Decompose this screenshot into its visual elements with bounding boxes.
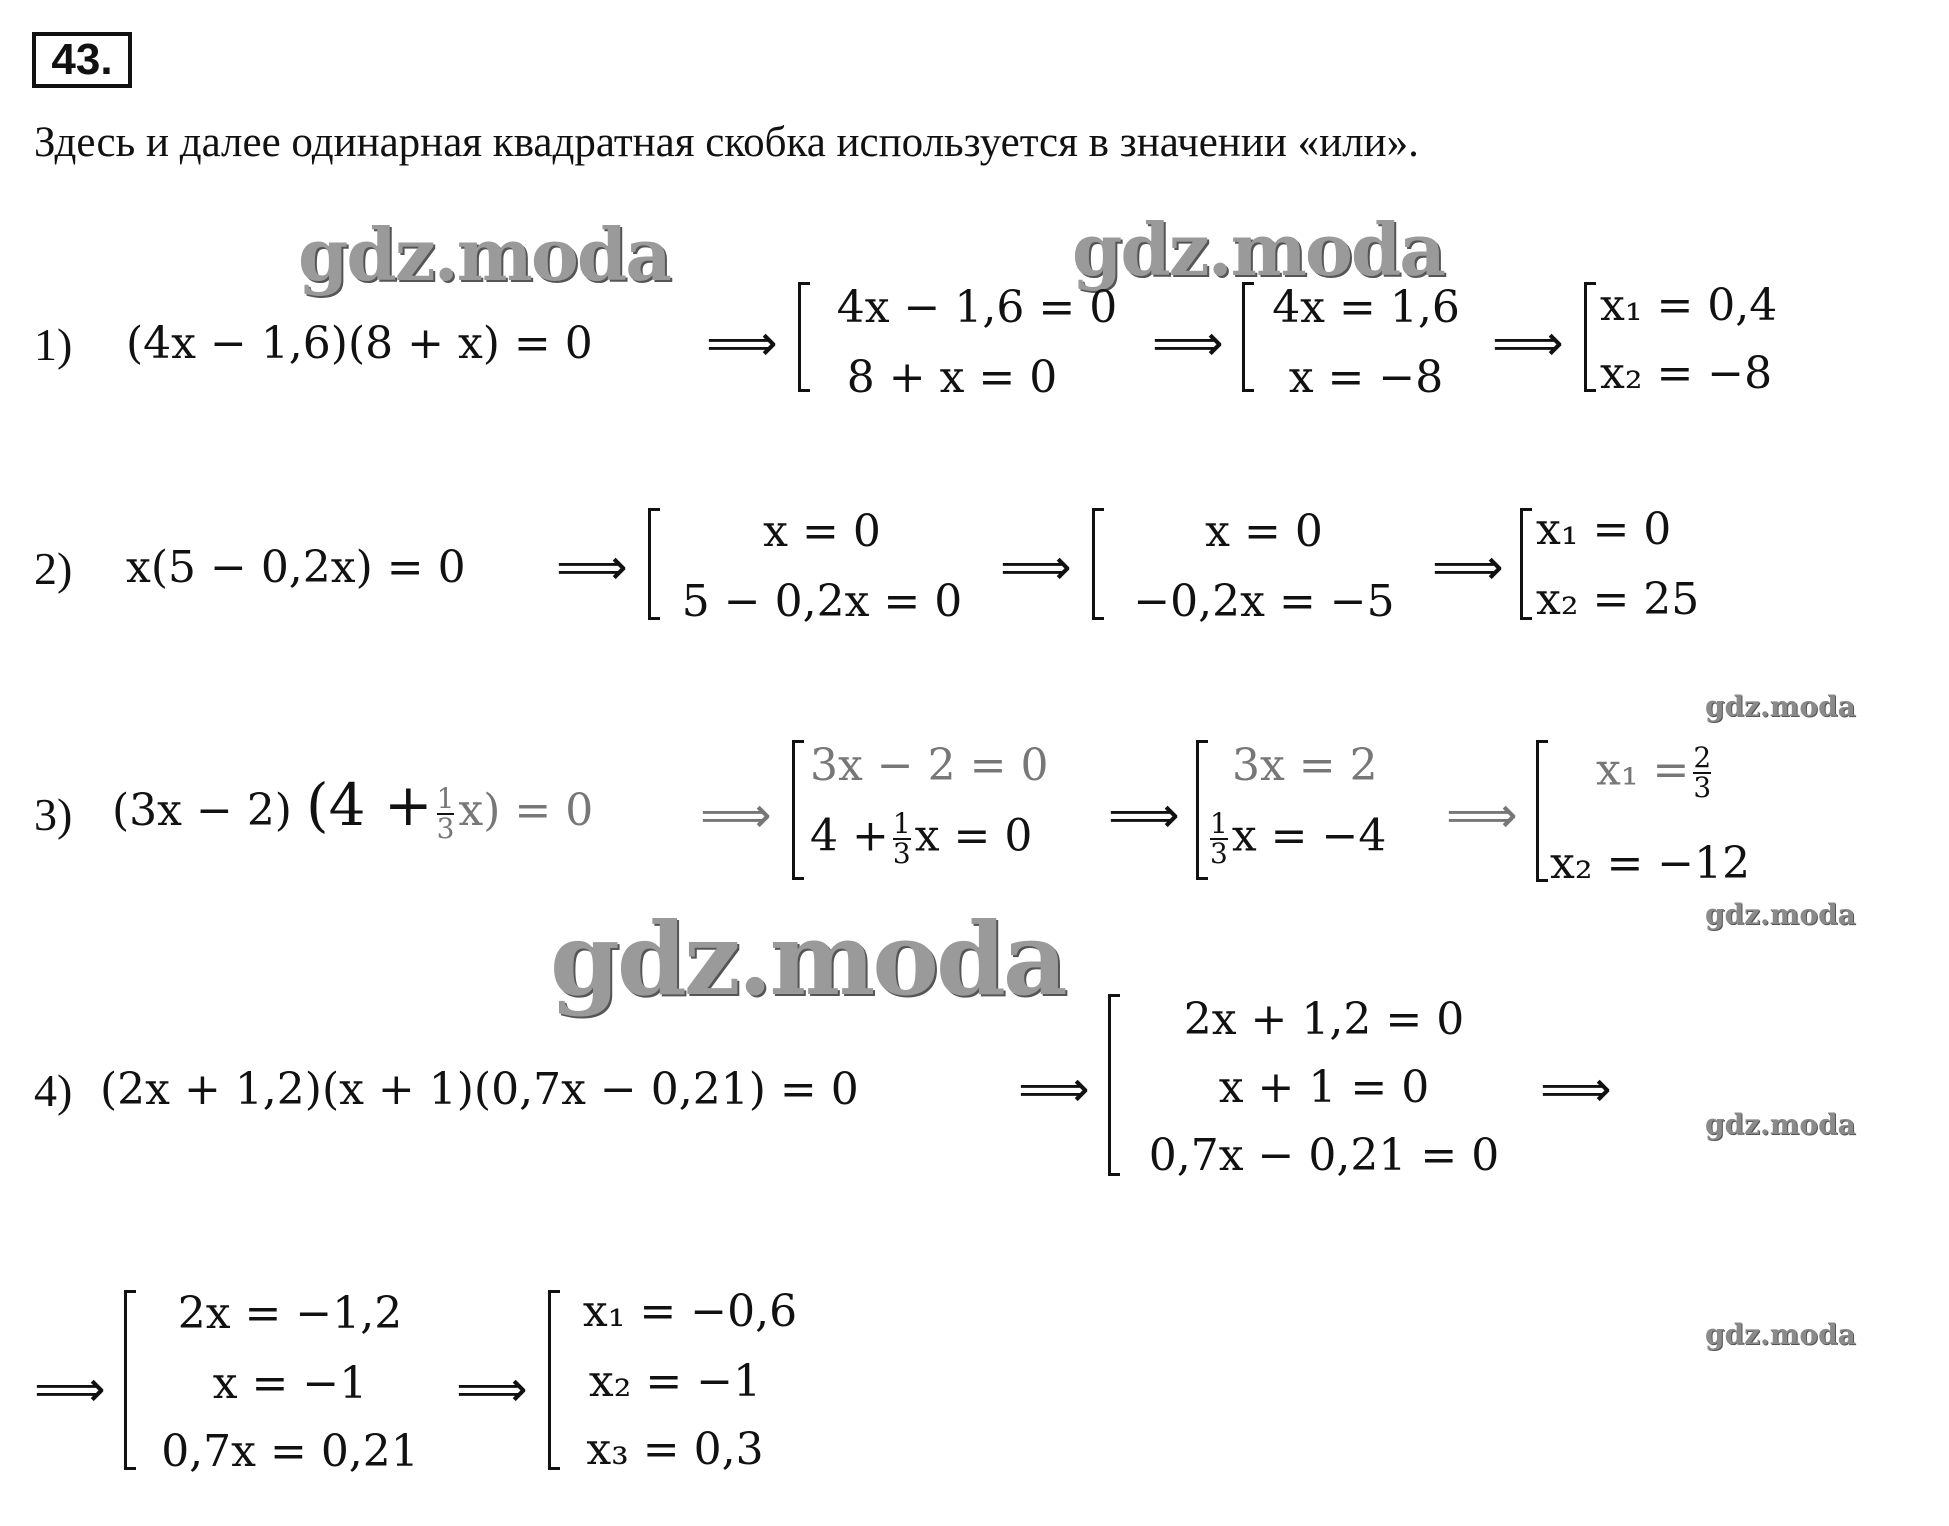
implies-arrow: ⟹ — [34, 1360, 106, 1418]
frac-denominator: 3 — [1693, 771, 1712, 804]
p2-step1-row2: 5 − 0,2x = 0 — [681, 576, 963, 627]
watermark: gdz.moda — [298, 212, 670, 297]
or-bracket — [1092, 508, 1104, 620]
problem-2-equation: x(5 − 0,2x) = 0 — [126, 542, 466, 593]
or-bracket — [1108, 994, 1120, 1176]
implies-arrow: ⟹ — [1492, 314, 1564, 372]
or-bracket — [1584, 282, 1596, 392]
p1-answer-x2: x₂ = −8 — [1600, 348, 1773, 399]
watermark: gdz.moda — [1072, 207, 1444, 292]
problem-3-label: 3) — [34, 789, 73, 840]
problem-4-equation: (2x + 1,2)(x + 1)(0,7x − 0,21) = 0 — [100, 1064, 859, 1115]
or-bracket — [648, 508, 660, 620]
frac-denominator: 3 — [892, 837, 911, 870]
p3-step2-row2 — [1206, 807, 1387, 870]
p4-step1-row3: 0,7x − 0,21 = 0 — [1148, 1130, 1500, 1181]
intro-text: Здесь и далее одинарная квадратная скобка используется в значении «или». — [34, 119, 1419, 166]
or-bracket — [798, 282, 810, 392]
p3-step1-row2-b: x = 0 — [914, 810, 1033, 862]
p3-answer-x2: x₂ = −12 — [1550, 838, 1751, 889]
frac-denominator: 3 — [436, 811, 455, 845]
or-bracket — [792, 740, 804, 880]
frac-numerator: 2 — [1693, 741, 1712, 774]
p3-step2-fraction — [1210, 807, 1228, 870]
p2-step1-row1: x = 0 — [763, 506, 881, 557]
p4-step1-row2: x + 1 = 0 — [1218, 1062, 1430, 1113]
p2-answer-x2: x₂ = 25 — [1536, 574, 1700, 625]
p4-answer-x3: x₃ = 0,3 — [586, 1424, 764, 1475]
implies-arrow: ⟹ — [1540, 1060, 1612, 1118]
p4-step1-row1: 2x + 1,2 = 0 — [1183, 994, 1465, 1045]
implies-arrow: ⟹ — [1000, 538, 1072, 596]
implies-arrow: ⟹ — [1108, 786, 1180, 844]
or-bracket — [548, 1290, 560, 1470]
implies-arrow: ⟹ — [1432, 538, 1504, 596]
implies-arrow: ⟹ — [556, 538, 628, 596]
or-bracket — [1242, 282, 1254, 392]
p3-eq-open: (4 + — [305, 771, 433, 839]
p3-step1-row1: 3x − 2 = 0 — [810, 740, 1049, 791]
implies-arrow: ⟹ — [1018, 1060, 1090, 1118]
problem-1-label: 1) — [34, 319, 73, 370]
p3-eq-fraction — [436, 781, 455, 845]
p2-step2-row2: −0,2x = −5 — [1133, 576, 1395, 627]
problem-4-label: 4) — [34, 1065, 73, 1116]
p4-answer-x2: x₂ = −1 — [588, 1356, 762, 1407]
p3-answer-x1 — [1596, 741, 1715, 804]
implies-arrow: ⟹ — [1152, 314, 1224, 372]
problem-1-equation: (4x − 1,6)(8 + x) = 0 — [126, 318, 593, 369]
p3-answer-x1-a: x₁ = — [1596, 744, 1690, 796]
frac-numerator: 1 — [1210, 807, 1228, 840]
watermark: gdz.moda — [1705, 1318, 1856, 1351]
p4-step2-row1: 2x = −1,2 — [177, 1288, 403, 1339]
p3-step1-row2 — [810, 807, 1033, 870]
p2-answer-x1: x₁ = 0 — [1536, 504, 1672, 555]
implies-arrow: ⟹ — [700, 786, 772, 844]
p3-eq-left: (3x − 2) — [112, 785, 292, 836]
p4-step2-row2: x = −1 — [212, 1358, 368, 1409]
or-bracket — [1520, 508, 1532, 620]
problem-2-label: 2) — [34, 543, 73, 594]
p3-step1-row2-a: 4 + — [810, 810, 889, 862]
p1-step2-row1: 4x = 1,6 — [1272, 282, 1460, 333]
or-bracket — [124, 1290, 136, 1470]
frac-numerator: 1 — [892, 807, 911, 840]
implies-arrow: ⟹ — [456, 1360, 528, 1418]
implies-arrow: ⟹ — [1446, 786, 1518, 844]
problem-number: 43. — [32, 32, 132, 88]
p1-step1-row2: 8 + x = 0 — [846, 352, 1058, 403]
p3-step2-row2-b: x = −4 — [1231, 810, 1387, 862]
watermark: gdz.moda — [1705, 898, 1856, 931]
p3-eq-close: x) = 0 — [458, 785, 594, 836]
watermark: gdz.moda — [550, 900, 1065, 1018]
or-bracket — [1536, 740, 1548, 882]
frac-denominator: 3 — [1210, 837, 1228, 870]
watermark: gdz.moda — [1705, 1108, 1856, 1141]
p3-step1-fraction — [892, 807, 911, 870]
p3-answer-fraction — [1693, 741, 1712, 804]
p4-answer-x1: x₁ = −0,6 — [582, 1286, 798, 1337]
watermark: gdz.moda — [1705, 690, 1856, 723]
problem-3-equation — [112, 771, 594, 845]
p1-step2-row2: x = −8 — [1288, 352, 1444, 403]
frac-numerator: 1 — [436, 781, 455, 815]
p4-step2-row3: 0,7x = 0,21 — [161, 1426, 419, 1477]
p1-step1-row1: 4x − 1,6 = 0 — [836, 282, 1118, 333]
p2-step2-row1: x = 0 — [1205, 506, 1323, 557]
implies-arrow: ⟹ — [706, 314, 778, 372]
p1-answer-x1: x₁ = 0,4 — [1600, 280, 1778, 331]
p3-step2-row1: 3x = 2 — [1232, 740, 1378, 791]
